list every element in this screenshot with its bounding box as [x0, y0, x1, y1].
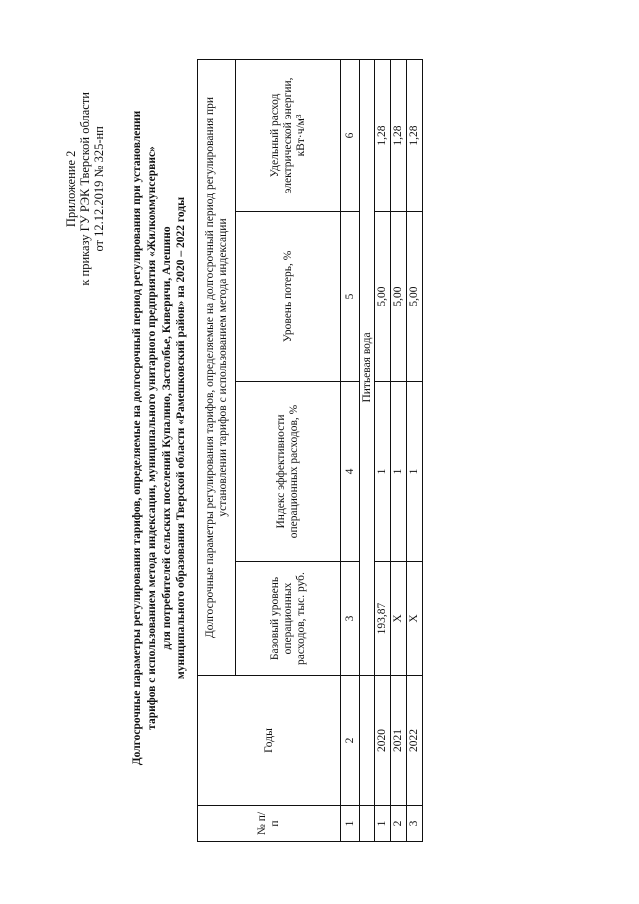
column-number-row [341, 59, 360, 841]
appendix-line-3: от 12.12.2019 № 325-нп [92, 126, 106, 252]
column-number: 3 [341, 562, 360, 676]
col-header-num: № п/п [198, 806, 341, 842]
title-line-2: тарифов с использованием метода индексации, муниципального унитарного предприятия «Жилкоммунсервис» [145, 146, 158, 730]
row-loss: 5,00 [407, 212, 423, 382]
row-index: 1 [375, 382, 391, 562]
row-number: 1 [375, 806, 391, 842]
column-number: 1 [341, 806, 360, 842]
section-label: Питьевая вода [360, 59, 375, 675]
section-row [360, 59, 375, 841]
appendix-line-1: Приложение 2 [64, 150, 78, 228]
section-spacer [360, 676, 375, 806]
column-number: 4 [341, 382, 360, 562]
table-row [391, 59, 407, 841]
title-line-1: Долгосрочные параметры регулирования тарифов, определяемые на долгосрочный период регулирования при установлении [131, 110, 143, 766]
row-year: 2021 [391, 676, 407, 806]
row-energy: 1,28 [375, 59, 391, 211]
title-line-3: для потребителей сельских поселений Купалино, Застолбье, Киверичи, Алешино [160, 226, 173, 650]
row-number: 3 [407, 806, 423, 842]
row-index: 1 [391, 382, 407, 562]
column-number: 2 [341, 676, 360, 806]
col-header-loss: Уровень потерь, % [236, 212, 341, 382]
col-header-index: Индекс эффективности операционных расходов, % [236, 382, 341, 562]
row-loss: 5,00 [375, 212, 391, 382]
parameters-table [197, 59, 423, 842]
table-row [407, 59, 423, 841]
document-title [130, 58, 189, 818]
table-row [375, 59, 391, 841]
row-base: Х [407, 562, 423, 676]
col-header-energy: Удельный расход электрической энергии, кВт·ч/м³ [236, 59, 341, 211]
row-number: 2 [391, 806, 407, 842]
row-base: Х [391, 562, 407, 676]
row-year: 2022 [407, 676, 423, 806]
row-index: 1 [407, 382, 423, 562]
column-number: 5 [341, 212, 360, 382]
row-energy: 1,28 [391, 59, 407, 211]
appendix-line-2: к приказу ГУ РЭК Тверской области [78, 92, 92, 286]
row-energy: 1,28 [407, 59, 423, 211]
row-year: 2020 [375, 676, 391, 806]
section-spacer [360, 806, 375, 842]
col-header-base: Базовый уровень операционных расходов, тыс. руб. [236, 562, 341, 676]
row-base: 193,87 [375, 562, 391, 676]
group-header: Долгосрочные параметры регулирования тарифов, определяемые на долгосрочный период регулирования при установлении тарифов с использованием метода индексации [198, 59, 236, 675]
col-header-years: Годы [198, 676, 341, 806]
header-row-top [198, 59, 236, 841]
appendix-header [64, 92, 106, 286]
row-loss: 5,00 [391, 212, 407, 382]
column-number: 6 [341, 59, 360, 211]
title-line-4: муниципального образования Тверской области «Рамешковский район» на 2020 – 2022 годы [175, 196, 188, 680]
